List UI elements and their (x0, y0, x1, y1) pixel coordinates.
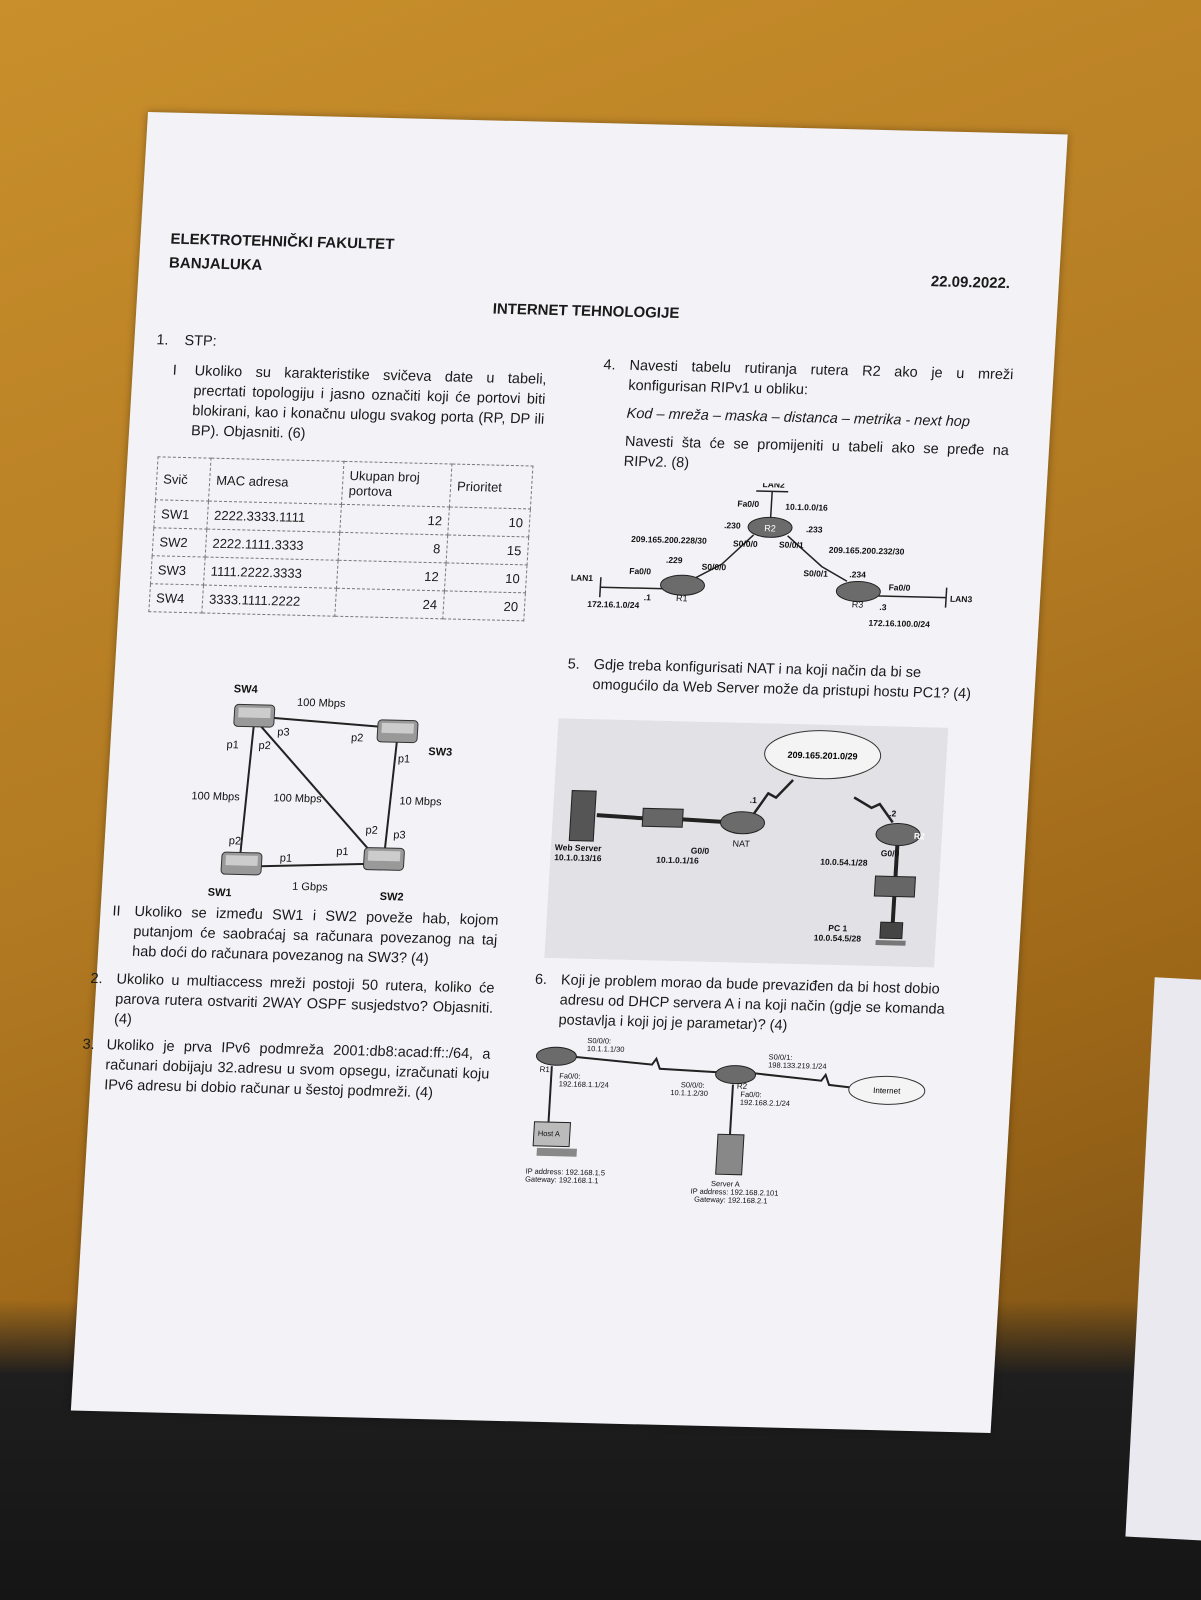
r1-s000-ip: 10.1.1.1/30 (586, 1044, 625, 1054)
exam-sheet (71, 112, 1068, 1433)
table-cell: SW1 (154, 500, 209, 529)
link-sw4-sw2 (252, 725, 384, 858)
pc1-label: PC 1 (828, 922, 848, 934)
r3-h234: .234 (849, 569, 867, 580)
r2-s000: S0/0/0: (680, 1080, 705, 1090)
nat-router-label: NAT (732, 838, 751, 849)
r1-fa00: Fa0/0 (629, 565, 652, 577)
table-cell: 3333.1111.2222 (202, 585, 337, 616)
switch-icon (234, 704, 275, 727)
nat-network-diagram (544, 718, 948, 967)
table-header: Ukupan broj portova (341, 461, 452, 507)
r1-fa00: Fa0/0: (559, 1071, 581, 1081)
table-cell: 2222.3333.1111 (207, 501, 342, 532)
pc-icon (533, 1122, 579, 1157)
port-label: p1 (226, 739, 240, 752)
stp-topology-diagram (181, 673, 495, 910)
web-server-label: Web Server (554, 842, 602, 854)
switch-table (148, 456, 533, 621)
r3-fa00: Fa0/0 (888, 582, 911, 593)
lan2-label: LAN2 (762, 479, 786, 490)
port-label: p1 (279, 852, 293, 865)
exam-date: 22.09.2022. (930, 273, 1011, 293)
table-cell: SW3 (151, 556, 206, 585)
table-header: Prioritet (449, 464, 533, 509)
q6-text: Koji je problem morao da bude prevaziđen da bi host dobio adresu od DHCP servera A i na koji način (gdje se komanda postavlja i koji joj je parametar)? (4) (558, 972, 946, 1034)
r2-fa00-ip: 192.168.2.1/24 (739, 1097, 791, 1108)
lan1-label: LAN1 (570, 572, 594, 584)
router-r1-label: R1 (539, 1064, 551, 1075)
q5-number: 5. (567, 656, 581, 673)
port-label: p1 (397, 753, 411, 766)
pc1-ip: 10.0.54.5/28 (813, 932, 862, 944)
router-icon (747, 517, 792, 538)
r2-fa00: Fa0/0: (740, 1089, 762, 1100)
r2-g00-ip: 10.0.54.1/28 (819, 856, 868, 868)
table-cell: 8 (338, 532, 448, 563)
switch-icon (363, 848, 404, 871)
nat-outside-host: .1 (749, 794, 758, 806)
faculty-name: ELEKTROTEHNIČKI FAKULTET (169, 230, 395, 254)
lan2-net: 10.1.0.0/16 (785, 501, 829, 513)
table-cell: 12 (340, 504, 450, 535)
label-sw4: SW4 (233, 683, 259, 696)
server-a-gateway: Gateway: 192.168.2.1 (693, 1194, 768, 1206)
net-left: 209.165.200.228/30 (630, 533, 708, 546)
host-a-gateway: Gateway: 192.168.1.1 (524, 1174, 599, 1186)
nat-g00: G0/0 (690, 845, 710, 856)
web-server-ip: 10.1.0.13/16 (553, 852, 602, 864)
r2-s000-ip: 10.1.1.2/30 (670, 1088, 709, 1098)
r3-s001: S0/0/1 (803, 568, 829, 579)
switch-icon (642, 808, 683, 827)
r2-outside-host: .2 (888, 808, 897, 819)
link-sw1-sw2 (245, 861, 373, 870)
port-label: p2 (365, 824, 379, 837)
switch-icon (377, 720, 418, 743)
label-sw3: SW3 (427, 746, 453, 759)
internet-cloud-icon (848, 1075, 926, 1105)
r2-h233: .233 (805, 524, 823, 535)
router-icon (835, 581, 881, 610)
table-cell: 24 (335, 588, 445, 619)
q1-title: STP: (183, 332, 218, 350)
table-header: Svič (155, 457, 211, 501)
speed-sw1-sw2: 1 Gbps (291, 880, 328, 894)
port-label: p1 (335, 845, 349, 859)
r3-h3: .3 (879, 602, 887, 613)
port-label: p3 (393, 829, 406, 842)
r2-s001-ip: 198.133.219.1/24 (767, 1060, 827, 1071)
lan1-net: 172.16.1.0/24 (587, 598, 640, 611)
r1-s000: S0/0/0: (587, 1036, 612, 1046)
table-cell: 2222.1111.3333 (205, 529, 340, 560)
server-icon (716, 1134, 744, 1175)
table-header: MAC adresa (208, 458, 344, 504)
city-name: BANJALUKA (168, 254, 263, 274)
q1-part2-text: Ukoliko se između SW1 i SW2 poveže hab, kojom putanjom će saobraćaj sa računara povezanog na taj hab doći do računara povezanog na SW3? (4) (131, 903, 499, 968)
table-cell: 10 (444, 563, 527, 593)
q4-format: Kod – mreža – maska – distanca – metrika - next hop (626, 405, 971, 431)
r2-s001: S0/0/1 (778, 539, 804, 551)
q3-text: Ukoliko je prva IPv6 podmreža 2001:db8:acad:ff::/64, a računari dobijaju 32.adresu u svom opsegu, izračunati koju IPv6 adresu bi dobio računar u šestoj podmreži. (4) (103, 1037, 491, 1102)
table-cell: SW2 (152, 528, 207, 557)
r2-label: R2 (913, 830, 926, 842)
r2-g00: G0/0 (880, 848, 900, 859)
q6-number: 6. (534, 971, 548, 988)
host-a-ip: IP address: 192.168.1.5 (525, 1166, 606, 1178)
r1-s000: S0/0/0 (701, 561, 727, 573)
q2-number: 2. (90, 970, 104, 988)
q3-number: 3. (82, 1036, 96, 1053)
q1-part1-number: I (172, 362, 178, 379)
q1-number: 1. (155, 332, 170, 349)
q4-text-2: Navesti šta će se promijeniti u tabeli ako se pređe na RIPv2. (8) (623, 433, 1010, 472)
table-cell: 15 (446, 535, 529, 565)
lan3-net: 172.16.100.0/24 (868, 617, 931, 630)
course-title: INTERNET TEHNOLOGIJE (492, 300, 680, 323)
speed-sw4-sw1: 100 Mbps (191, 790, 241, 804)
switch-icon (874, 876, 915, 897)
router-icon (535, 1047, 577, 1075)
q2-text: Ukoliko u multiaccess mreži postoji 50 rutera, koliko će parova rutera ostvariti 2WAY OSPF susjedstvo? Objasniti. (4) (113, 971, 495, 1028)
router-r3-label: R3 (851, 599, 864, 610)
q4-number: 4. (603, 357, 617, 374)
router-icon (659, 575, 705, 604)
q4-text-1: Navesti tabelu rutiranja rutera R2 ako je u mreži konfigurisan RIPv1 u obliku: (627, 357, 1014, 399)
table-cell: 10 (448, 507, 531, 537)
table-cell: 12 (336, 560, 446, 591)
r2-s001: S0/0/1: (768, 1052, 793, 1063)
r2-h230: .230 (723, 520, 741, 531)
label-sw2: SW2 (379, 890, 404, 904)
label-sw1: SW1 (207, 886, 232, 900)
server-a-ip: IP address: 192.168.2.101 (690, 1186, 779, 1198)
pc-icon (875, 922, 906, 946)
speed-sw4-sw3: 100 Mbps (296, 696, 346, 710)
router-r1-label: R1 (675, 593, 688, 604)
dhcp-network-diagram (524, 1036, 934, 1216)
nat-g00-ip: 10.1.0.1/16 (655, 854, 700, 866)
cloud-network: 209.165.201.0/29 (787, 749, 858, 762)
r1-fa00-ip: 192.168.1.1/24 (558, 1079, 610, 1090)
rip-network-diagram (567, 479, 996, 649)
r1-h229: .229 (665, 554, 683, 566)
router-r2-label: R2 (763, 523, 777, 534)
q1-part2-number: II (112, 903, 122, 920)
switch-icon (221, 852, 262, 875)
router-r2-label: R2 (736, 1081, 748, 1091)
table-cell: SW4 (149, 584, 204, 613)
r2-fa00: Fa0/0 (737, 498, 760, 510)
speed-sw4-sw2: 100 Mbps (273, 792, 323, 806)
r1-h1: .1 (643, 592, 652, 603)
table-cell: 20 (443, 591, 526, 621)
net-right: 209.165.200.232/30 (828, 544, 905, 557)
port-label: p2 (228, 835, 242, 848)
lan3-label: LAN3 (949, 593, 973, 605)
port-label: p2 (258, 739, 272, 753)
speed-sw3-sw2: 10 Mbps (399, 795, 442, 809)
link-sw4-sw1 (240, 727, 254, 860)
q5-text: Gdje treba konfigurisati NAT i na koji način da bi se omogućilo da Web Server može da pristupi hostu PC1? (4) (592, 657, 972, 703)
port-label: p3 (276, 726, 290, 739)
r2-s000: S0/0/0 (732, 538, 758, 550)
q1-part1-text: Ukoliko su karakteristike svičeva date u tabeli, precrtati topologiju i jasno označiti koji će portovi biti blokirani, kao i konačnu ulogu svakog porta (RP, DP ili BP). Objasniti. (6) (190, 363, 548, 442)
internet-label: Internet (872, 1086, 901, 1096)
table-cell: 1111.2222.3333 (203, 557, 338, 588)
server-icon (569, 791, 596, 842)
router-icon (715, 1065, 756, 1091)
server-a-label: Server A (710, 1179, 741, 1189)
port-label: p2 (350, 732, 364, 745)
host-a-label: Host A (537, 1128, 561, 1139)
